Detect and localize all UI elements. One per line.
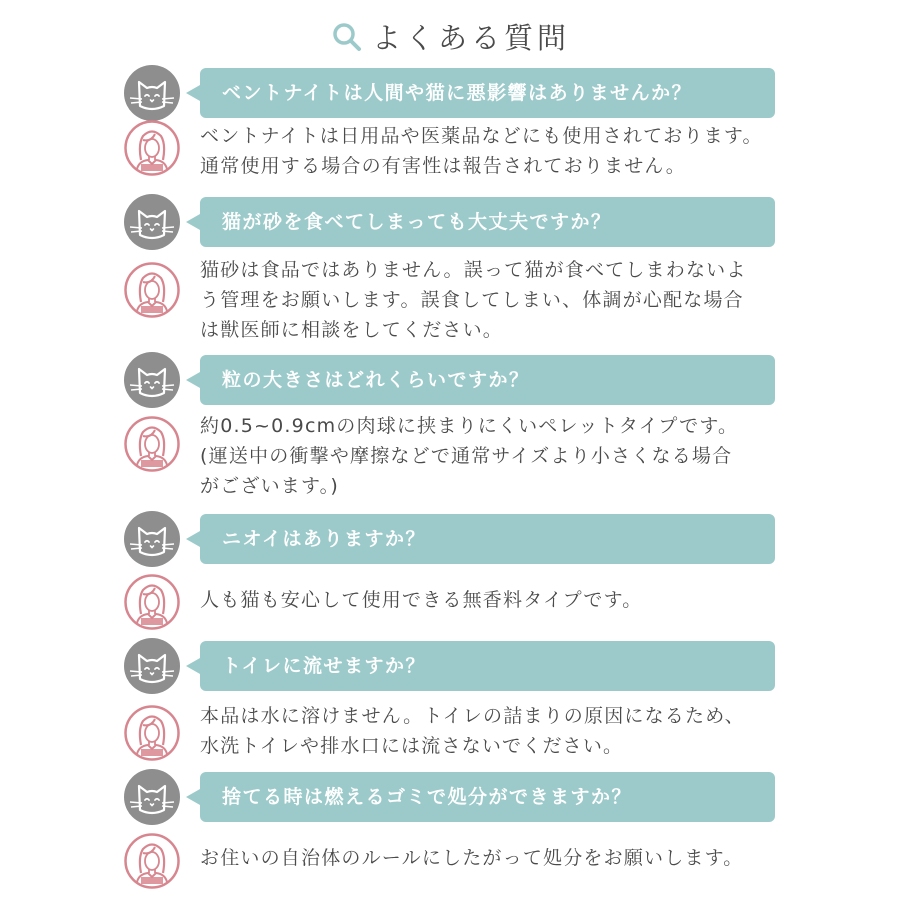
question-bubble (200, 514, 775, 564)
woman-avatar-icon (124, 416, 180, 472)
answer-line: 本品は水に溶けません。トイレの詰まりの原因になるため、 (200, 705, 745, 727)
answer-line: う管理をお願いします。誤食してしまい、体調が心配な場合 (200, 289, 744, 311)
answer-line: (運送中の衝撃や摩擦などで通常サイズより小さくなる場合 (200, 445, 733, 467)
question-text: トイレに流せますか？ (222, 655, 427, 677)
answer-line: は獣医師に相談をしてください。 (200, 319, 504, 341)
answer-text (200, 121, 790, 181)
cat-avatar-icon (124, 194, 180, 250)
question-bubble (200, 772, 775, 822)
question-text: ベントナイトは人間や猫に悪影響はありませんか？ (222, 82, 693, 104)
answer-text (200, 585, 790, 615)
answer-line: お住いの自治体のルールにしたがって処分をお願いします。 (200, 847, 744, 869)
cat-avatar-icon (124, 638, 180, 694)
question-text: 猫が砂を食べてしまっても大丈夫ですか？ (222, 211, 612, 233)
question-bubble (200, 641, 775, 691)
answer-text (200, 701, 790, 761)
answer-text (200, 843, 790, 873)
question-bubble (200, 355, 775, 405)
cat-avatar-icon (124, 511, 180, 567)
woman-avatar-icon (124, 574, 180, 630)
answer-line: 水洗トイレや排水口には流さないでください。 (200, 735, 624, 757)
cat-avatar-icon (124, 769, 180, 825)
question-bubble (200, 197, 775, 247)
answer-line: 人も猫も安心して使用できる無香料タイプです。 (200, 589, 643, 611)
woman-avatar-icon (124, 120, 180, 176)
magnifier-icon (330, 20, 364, 54)
page-title-text: よくある質問 (371, 21, 570, 55)
question-text: 捨てる時は燃えるゴミで処分ができますか？ (222, 786, 633, 808)
woman-avatar-icon (124, 262, 180, 318)
question-text: 粒の大きさはどれくらいですか？ (222, 369, 530, 391)
question-text: ニオイはありますか？ (222, 528, 427, 550)
woman-avatar-icon (124, 833, 180, 889)
answer-line: 通常使用する場合の有害性は報告されておりません。 (200, 155, 686, 177)
answer-text (200, 411, 790, 501)
cat-avatar-icon (124, 65, 180, 121)
answer-line: ベントナイトは日用品や医薬品などにも使用されております。 (200, 125, 763, 147)
woman-avatar-icon (124, 705, 180, 761)
question-bubble (200, 68, 775, 118)
page-title (0, 16, 900, 57)
cat-avatar-icon (124, 352, 180, 408)
answer-line: 約0.5~0.9cmの肉球に挟まりにくいペレットタイプです。 (200, 415, 739, 437)
answer-line: がございます。) (200, 475, 339, 497)
answer-text (200, 255, 790, 345)
answer-line: 猫砂は食品ではありません。誤って猫が食べてしまわないよ (200, 259, 747, 281)
